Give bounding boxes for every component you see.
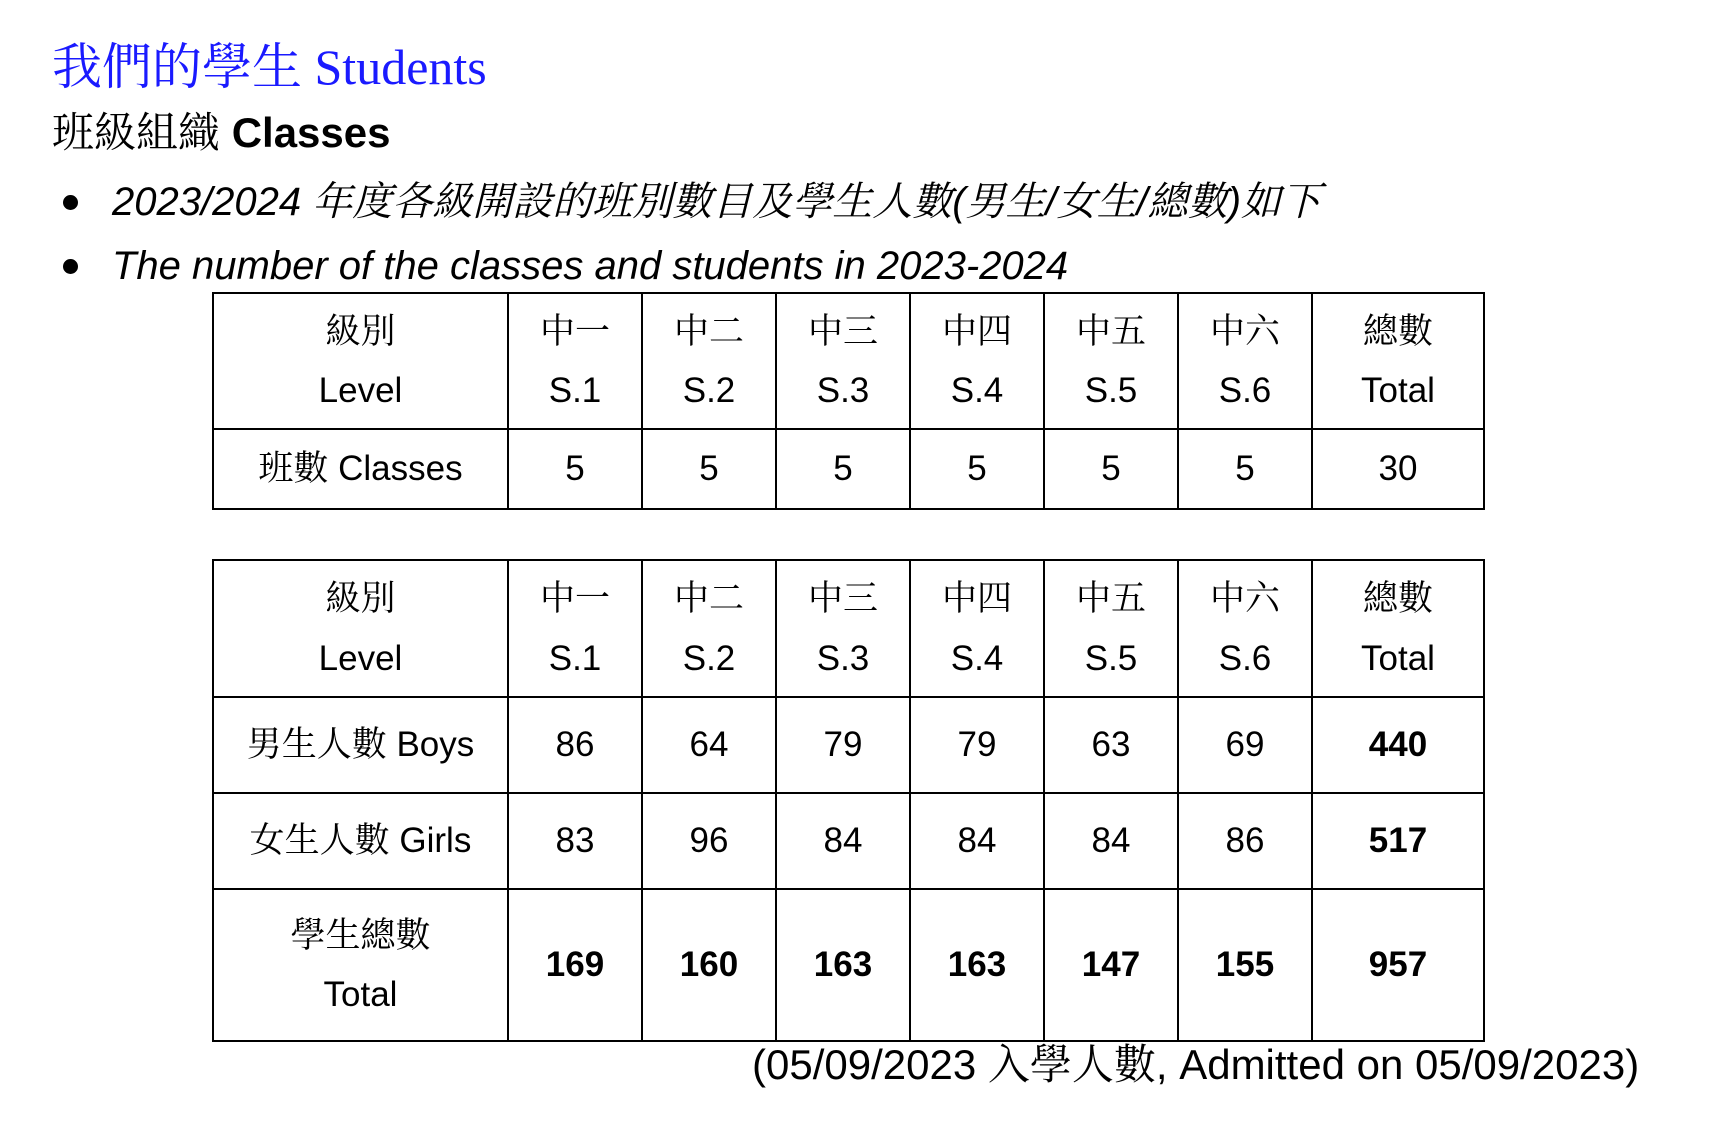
header-level-en: Level [318, 371, 403, 410]
header-s5 [1044, 560, 1178, 697]
table-row-boys [213, 697, 1484, 793]
table-cell-total: 440 [1312, 697, 1484, 793]
table-cell-total: 163 [776, 889, 910, 1041]
header-en: S.3 [816, 638, 870, 678]
header-en: S.2 [682, 638, 736, 678]
table-cell: 84 [776, 793, 910, 889]
header-zh: 總數 [1362, 579, 1433, 618]
header-s4 [910, 293, 1044, 429]
header-s3 [776, 293, 910, 429]
header-en: S.5 [1084, 371, 1138, 410]
table-cell: 79 [776, 697, 910, 793]
table-cell: 5 [1044, 429, 1178, 509]
header-s3 [776, 560, 910, 697]
row-label-en: Total [323, 975, 398, 1014]
header-zh: 總數 [1362, 311, 1433, 351]
header-level-zh: 級別 [325, 579, 396, 618]
header-zh: 中二 [673, 311, 744, 351]
table-cell: 79 [910, 697, 1044, 793]
header-en: S.1 [548, 371, 602, 410]
table-cell: 83 [508, 793, 642, 889]
table-cell: 5 [910, 429, 1044, 509]
table-cell: 30 [1312, 429, 1484, 509]
table-cell: 5 [1178, 429, 1312, 509]
table-cell-total: 163 [910, 889, 1044, 1041]
header-en: S.5 [1084, 638, 1138, 678]
table-cell: 5 [508, 429, 642, 509]
header-zh: 中一 [539, 579, 610, 618]
table-cell: 69 [1178, 697, 1312, 793]
header-s1 [508, 293, 642, 429]
table-cell: 64 [642, 697, 776, 793]
row-label [213, 889, 508, 1041]
header-zh: 中四 [941, 579, 1012, 618]
header-s5 [1044, 293, 1178, 429]
header-s2 [642, 293, 776, 429]
table-cell-total: 160 [642, 889, 776, 1041]
table-cell-total: 517 [1312, 793, 1484, 889]
table-cell: 86 [508, 697, 642, 793]
table-cell: 5 [642, 429, 776, 509]
header-en: Total [1361, 638, 1435, 678]
header-zh: 中六 [1209, 579, 1280, 618]
header-en: S.6 [1218, 371, 1272, 410]
row-label: 女生人數 Girls [213, 793, 508, 889]
bullet-dot-icon [63, 259, 78, 274]
header-level-en: Level [318, 638, 403, 678]
row-label: 班數 Classes [213, 429, 508, 509]
table-cell-total: 147 [1044, 889, 1178, 1041]
section-heading-en: Classes [231, 109, 391, 156]
bullet-list [0, 178, 1321, 306]
table-cell: 84 [910, 793, 1044, 889]
header-en: S.3 [816, 371, 870, 410]
bullet-text-zh: 2023/2024 年度各級開設的班別數目及學生人數(男生/女生/總數)如下 [112, 180, 1322, 224]
header-s2 [642, 560, 776, 697]
table-row-girls [213, 793, 1484, 889]
section-heading-zh: 班級組織 [52, 108, 221, 157]
table-cell: 86 [1178, 793, 1312, 889]
header-zh: 中五 [1075, 311, 1146, 351]
row-label: 男生人數 Boys [213, 697, 508, 793]
header-en: S.2 [682, 371, 736, 410]
table-cell: 5 [776, 429, 910, 509]
header-level-zh: 級別 [325, 311, 396, 351]
header-en: S.1 [548, 638, 602, 678]
header-s4 [910, 560, 1044, 697]
table-header-row [213, 293, 1484, 429]
header-total [1312, 560, 1484, 697]
header-zh: 中三 [807, 579, 878, 618]
header-zh: 中六 [1209, 311, 1280, 351]
header-en: Total [1361, 371, 1435, 410]
header-s6 [1178, 560, 1312, 697]
bullet-text-en: The number of the classes and students in 2023-2024 [112, 244, 1069, 288]
table-cell: 63 [1044, 697, 1178, 793]
table-cell-total: 155 [1178, 889, 1312, 1041]
table-cell-total: 957 [1312, 889, 1484, 1041]
section-heading [52, 108, 391, 157]
header-s1 [508, 560, 642, 697]
header-zh: 中一 [539, 311, 610, 351]
table-row-total [213, 889, 1484, 1041]
footnote: (05/09/2023 入學人數, Admitted on 05/09/2023) [752, 1041, 1640, 1088]
header-level [213, 560, 508, 697]
page-title: 我們的學生 Students [52, 39, 487, 95]
classes-table [212, 292, 1485, 510]
header-zh: 中四 [941, 311, 1012, 351]
row-label-zh: 學生總數 [290, 915, 431, 955]
bullet-item [0, 178, 1321, 242]
table-cell: 84 [1044, 793, 1178, 889]
header-s6 [1178, 293, 1312, 429]
header-zh: 中二 [673, 579, 744, 618]
header-en: S.4 [950, 638, 1004, 678]
table-header-row [213, 560, 1484, 697]
table-row-classes [213, 429, 1484, 509]
header-zh: 中五 [1075, 579, 1146, 618]
students-table [212, 559, 1485, 1042]
header-en: S.4 [950, 371, 1004, 410]
bullet-dot-icon [63, 195, 78, 210]
header-zh: 中三 [807, 311, 878, 351]
table-cell-total: 169 [508, 889, 642, 1041]
header-level [213, 293, 508, 429]
header-en: S.6 [1218, 638, 1272, 678]
header-total [1312, 293, 1484, 429]
table-cell: 96 [642, 793, 776, 889]
